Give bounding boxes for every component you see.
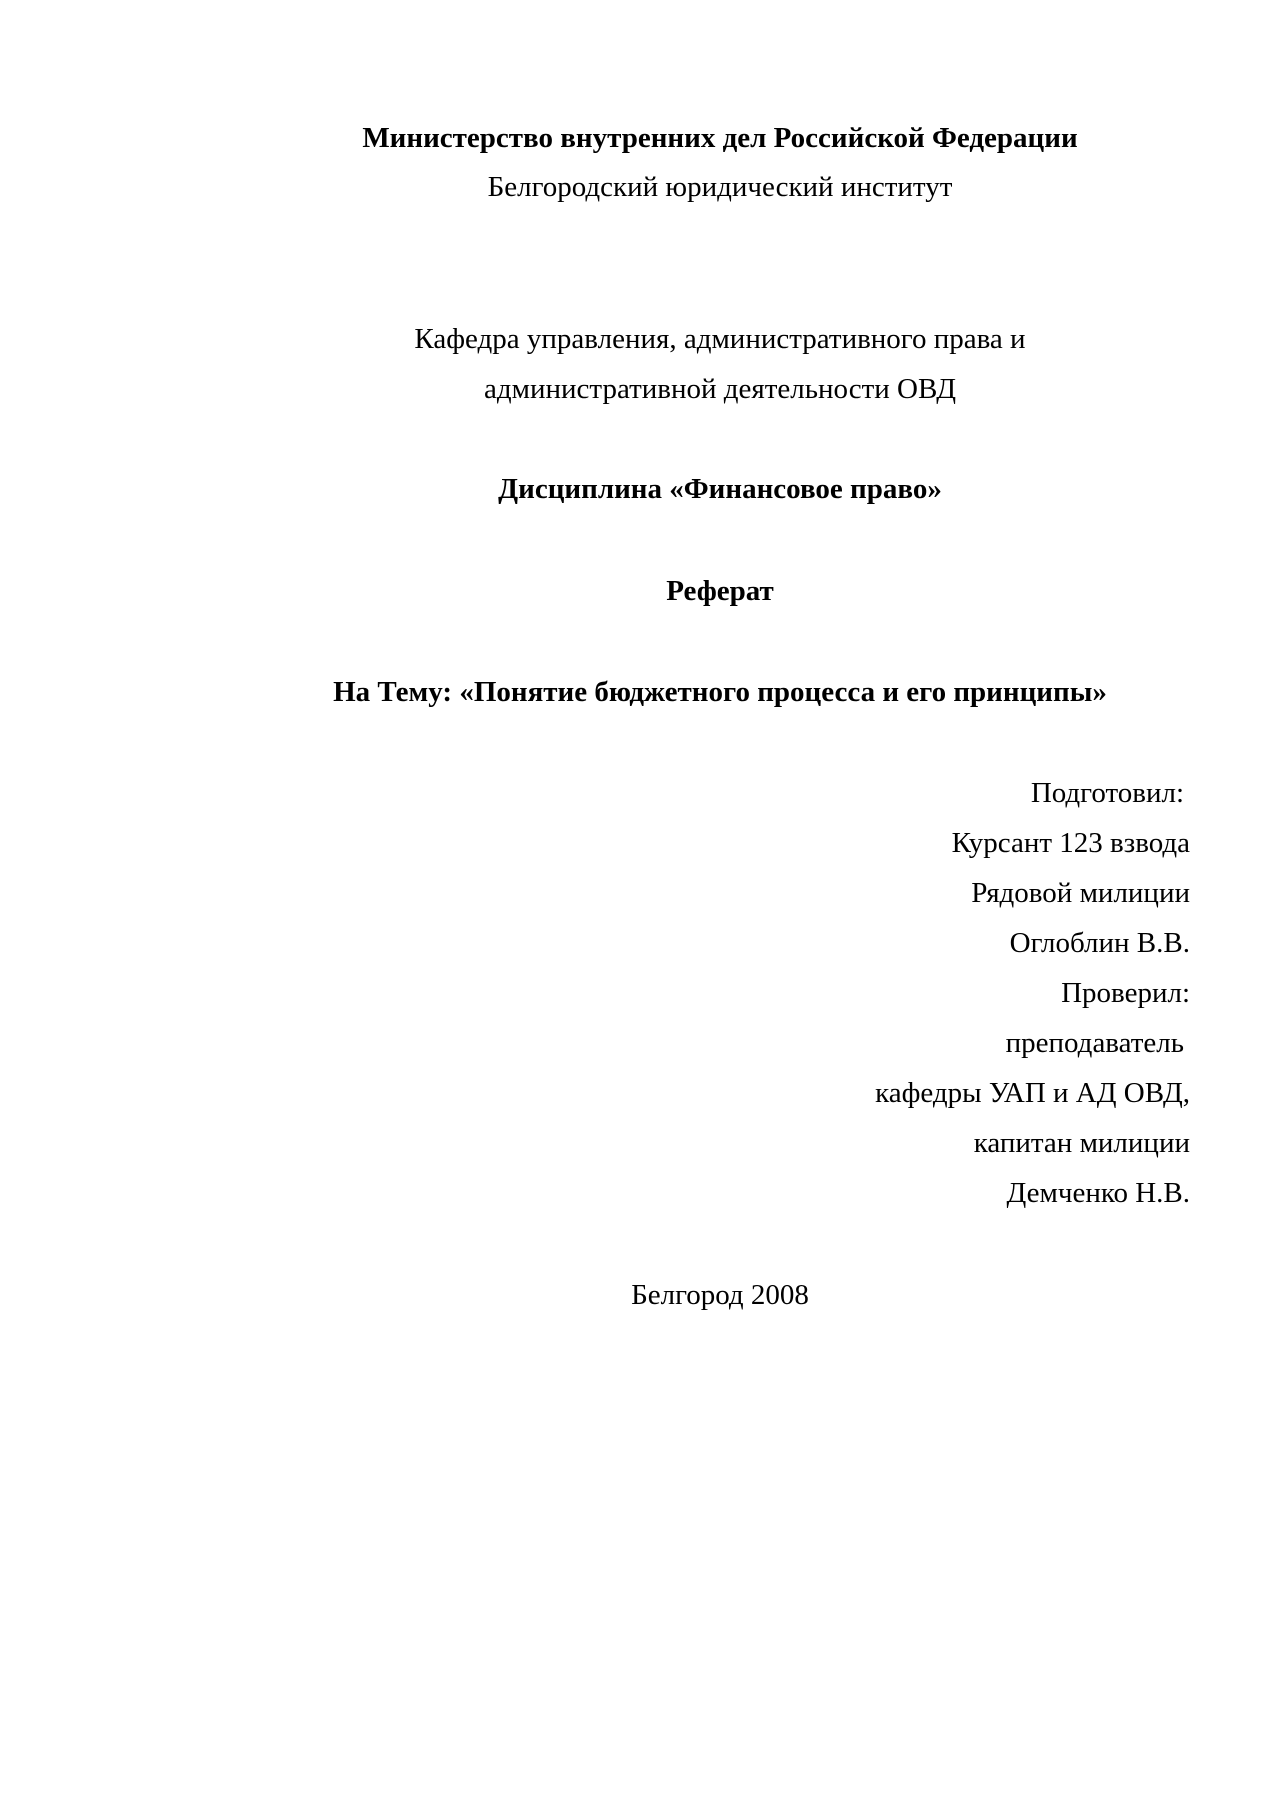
city-year: Белгород 2008 [631,1279,809,1311]
student-group: Курсант 123 взвода [951,827,1190,859]
department-line-1: Кафедра управления, административного права и [414,323,1026,355]
teacher-name: Демченко Н.В. [1006,1177,1190,1209]
discipline-title: Дисциплина «Финансовое право» [498,473,942,505]
teacher-department: кафедры УАП и АД ОВД, [875,1077,1190,1109]
institute-name: Белгородский юридический институт [487,171,953,203]
teacher-title: преподаватель [1005,1027,1184,1059]
student-rank: Рядовой милиции [971,877,1190,909]
document-type: Реферат [666,575,774,607]
department-line-2: административной деятельности ОВД [484,373,956,405]
teacher-rank: капитан милиции [973,1127,1190,1159]
checked-label: Проверил: [1061,977,1190,1009]
prepared-label: Подготовил: [1030,777,1184,809]
student-name: Оглоблин В.В. [1009,927,1190,959]
topic-title: На Тему: «Понятие бюджетного процесса и его принципы» [333,676,1107,708]
ministry-heading: Министерство внутренних дел Российской Федерации [362,122,1078,154]
